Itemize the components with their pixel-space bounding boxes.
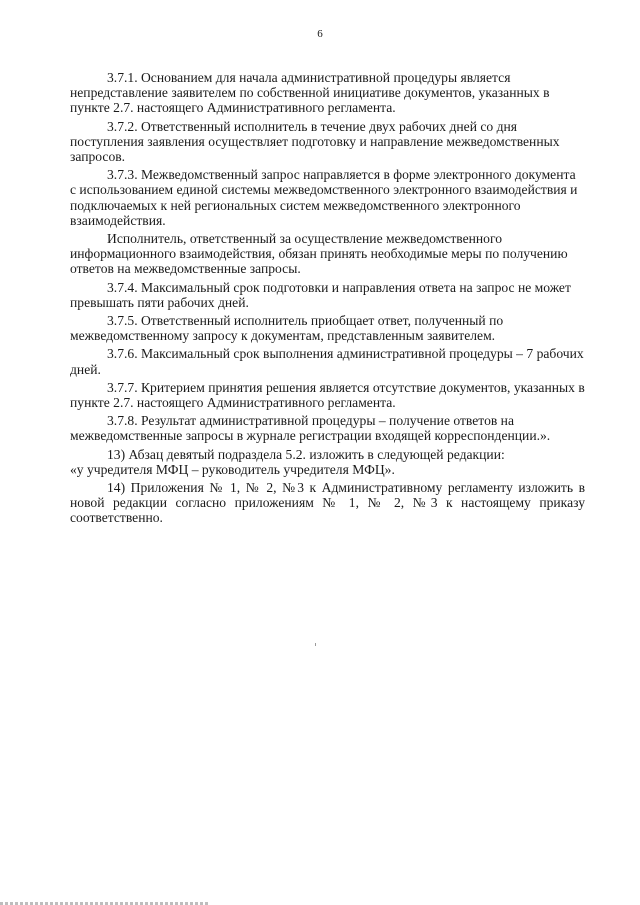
paragraph-3-7-8: 3.7.8. Результат административной процедуры – получение ответов на межведомственные запросы в журнале регистрации входящей корреспонденции.». [70,413,551,444]
scan-speck [315,643,316,646]
paragraph-item-13-text: «у учредителя МФЦ – руководитель учредителя МФЦ». [70,461,395,477]
paragraph-3-7-7: 3.7.7. Критерием принятия решения является отсутствие документов, указанных в пункте 2.7. настоящего Административного регламента. [70,379,585,411]
paragraph-3-7-6: 3.7.6. Максимальный срок выполнения административной процедуры – 7 рабочих дней. [70,346,584,377]
paragraph-3-7-2: 3.7.2. Ответственный исполнитель в течение двух рабочих дней со дня поступления заявления осуществляет подготовку и направление межведомственных запросов. [70,118,560,165]
paragraph-3-7-3: 3.7.3. Межведомственный запрос направляется в форме электронного документа с использованием единой системы межведомственного электронного взаимодействия и подключаемых к ней региональных систем межведомственного электронного взаимодействия. [70,167,578,228]
page-number: 6 [317,28,323,40]
paragraph-3-7-4: 3.7.4. Максимальный срок подготовки и направления ответа на запрос не может превышать пяти рабочих дней. [70,279,571,310]
document-body [70,70,585,529]
paragraph-3-7-1: 3.7.1. Основанием для начала административной процедуры является непредставление заявителем по собственной инициативе документов, указанных в пункте 2.7. настоящего Административного регламента. [70,70,550,116]
paragraph-item-14: 14) Приложения № 1, № 2, №3 к Административному регламенту изложить в новой редакции согласно приложениям № 1, № 2, №3 к настоящему приказу соответственно. [70,480,585,526]
paragraph-executor: Исполнитель, ответственный за осуществление межведомственного информационного взаимодействия, обязан принять необходимые меры по получению ответов на межведомственные запросы. [70,231,568,277]
paragraph-3-7-5: 3.7.5. Ответственный исполнитель приобщает ответ, полученный по межведомственному запросу к документам, представленным заявителем. [70,313,504,344]
paragraph-item-13: 13) Абзац девятый подраздела 5.2. изложить в следующей редакции: [107,446,505,462]
